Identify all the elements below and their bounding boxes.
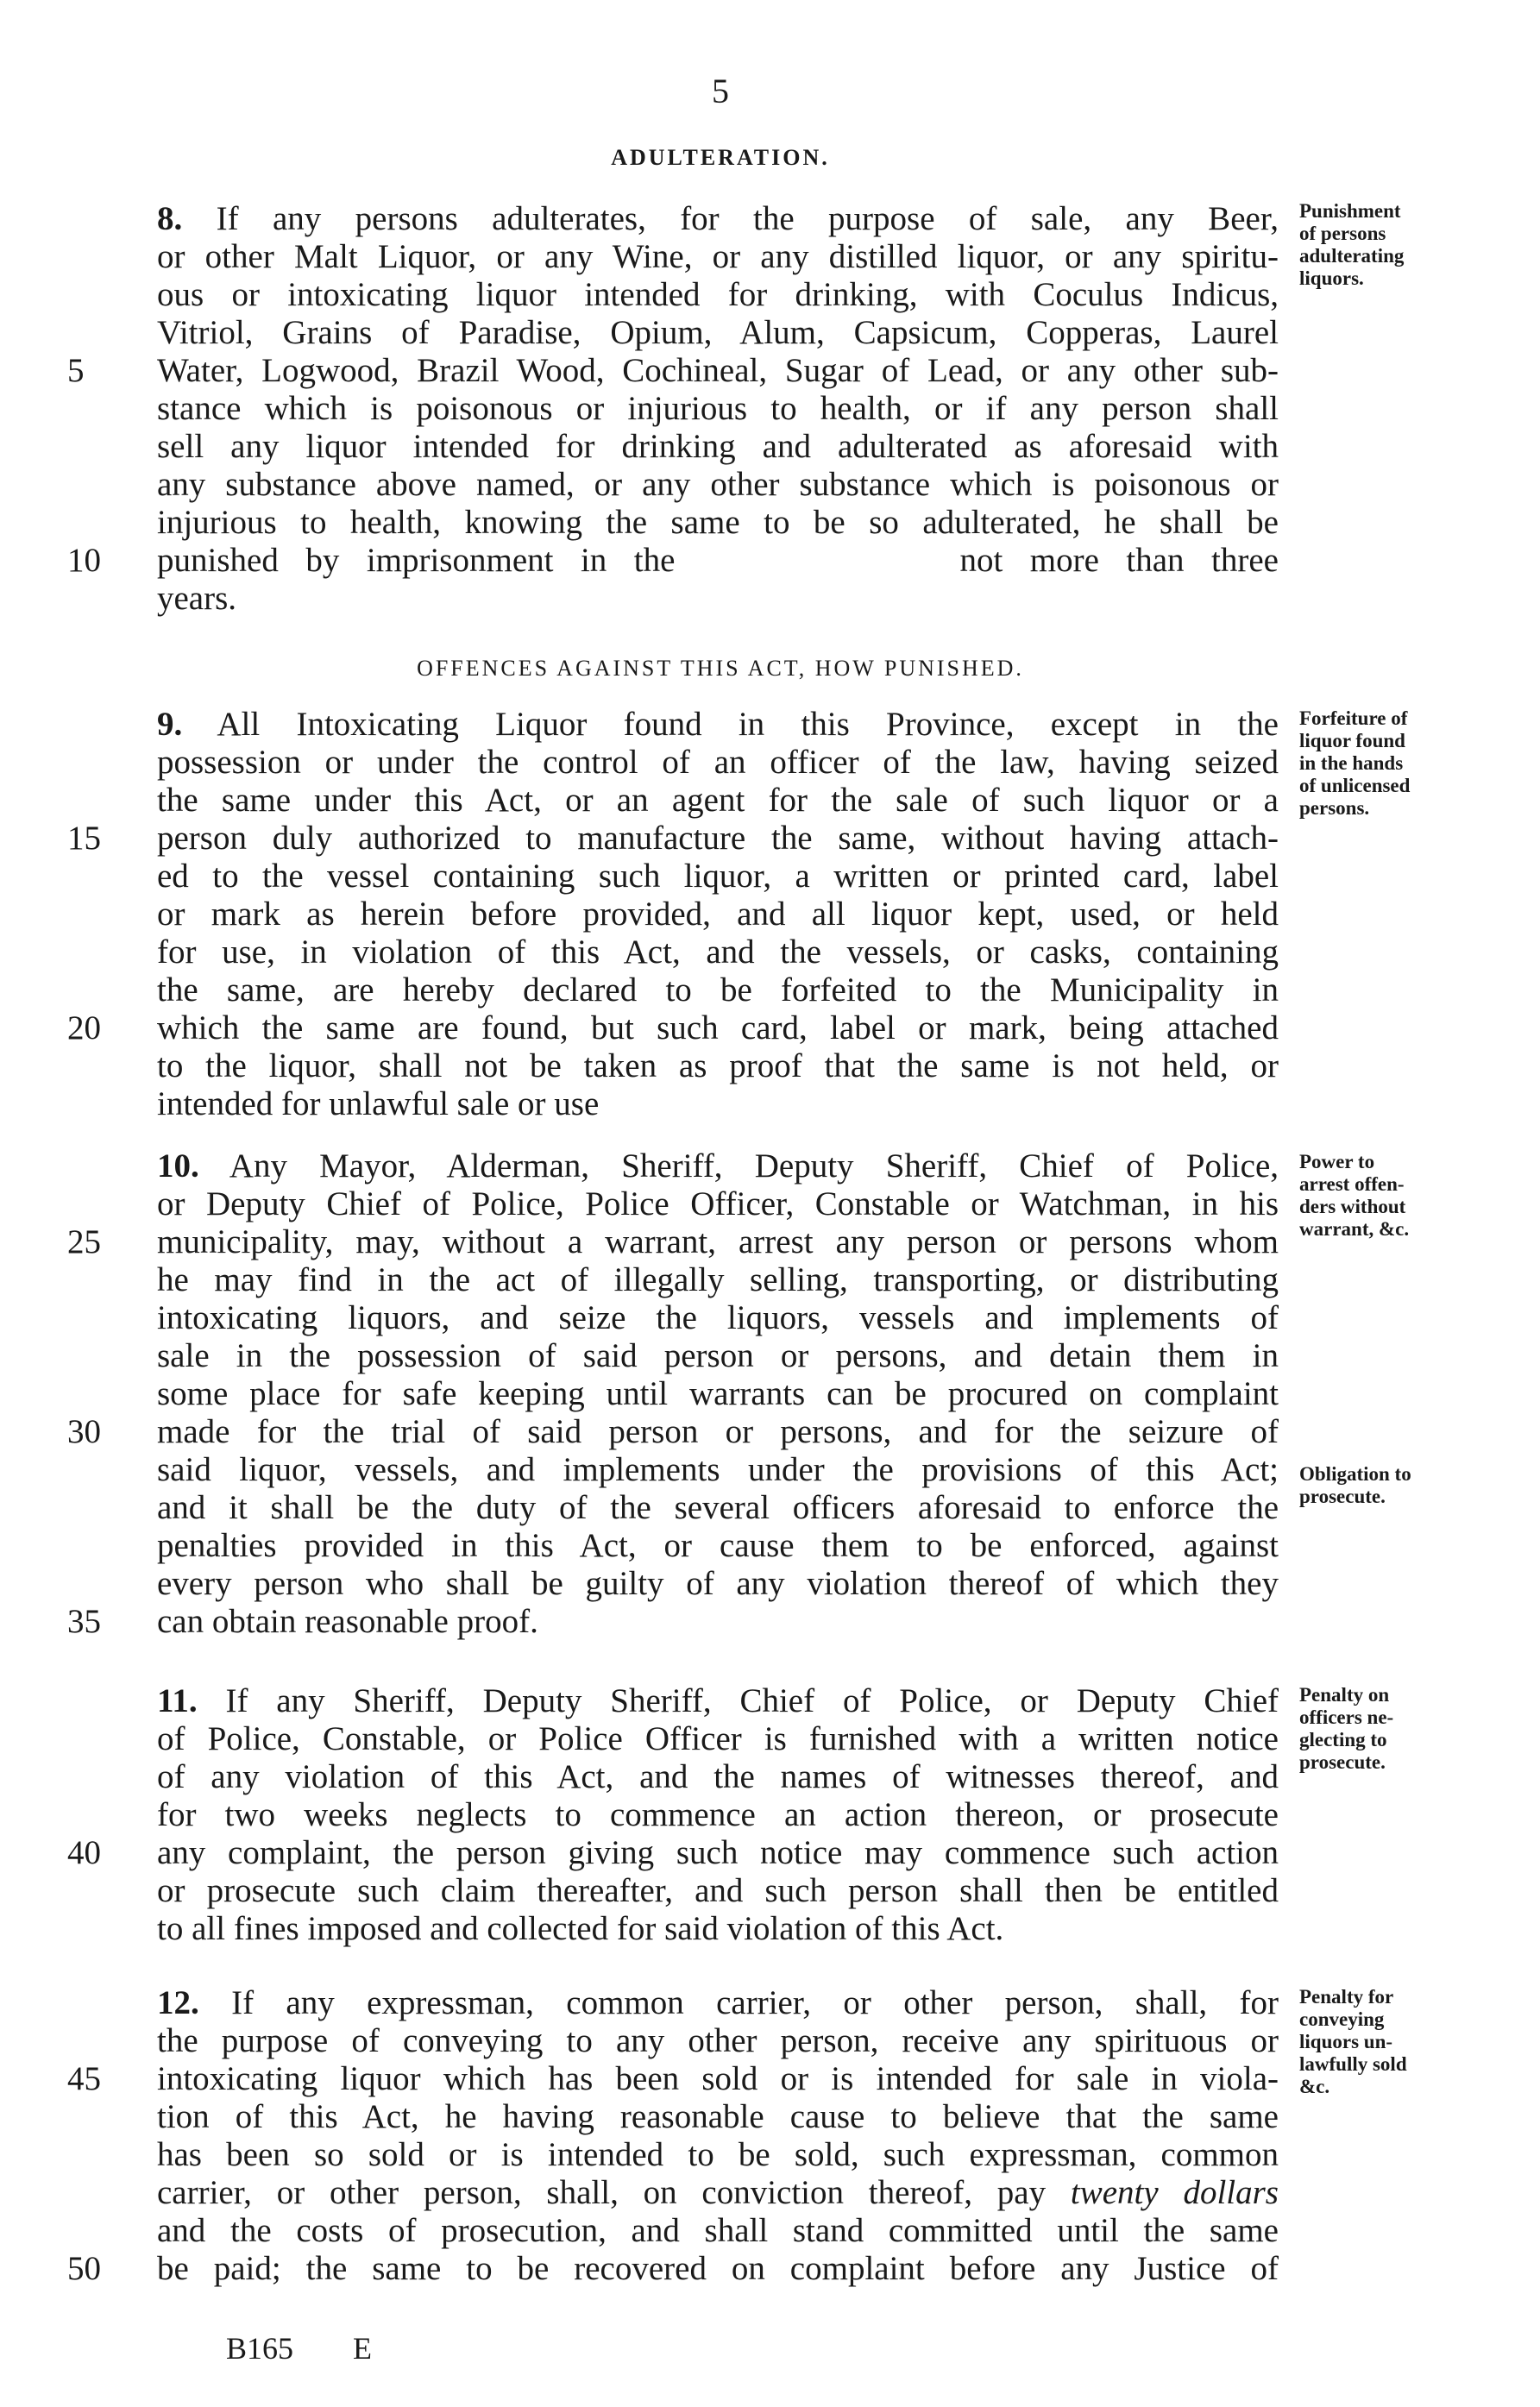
section-9-line-8: the same, are hereby declared to be forfeited to the Municipality in [157, 971, 1279, 1009]
section-10-line-2: or Deputy Chief of Police, Police Officer, Constable or Watchman, in his [157, 1185, 1279, 1222]
section-9-line-9: which the same are found, but such card, label or mark, being attached [157, 1009, 1279, 1046]
section-8-line-1: 8. If any persons adulterates, for the purpose of sale, any Beer, [157, 200, 1279, 237]
line-number: 15 [67, 820, 101, 857]
heading-offences: OFFENCES AGAINST THIS ACT, HOW PUNISHED. [417, 656, 1024, 681]
line-number: 25 [67, 1223, 101, 1260]
section-12-line-6: carrier, or other person, shall, on conviction thereof, pay twenty dollars [157, 2174, 1279, 2211]
section-10-line-11: penalties provided in this Act, or cause them to be enforced, against [157, 1527, 1279, 1564]
section-8-line-10: punished by imprisonment in the not more than three [157, 542, 1279, 579]
section-10-line-10: and it shall be the duty of the several officers aforesaid to enforce the [157, 1489, 1279, 1526]
section-9-line-5: ed to the vessel containing such liquor, a written or printed card, label [157, 858, 1279, 895]
section-11-line-6: or prosecute such claim thereafter, and such person shall then be entitled [157, 1872, 1279, 1909]
section-12-line-1: 12. If any expressman, common carrier, or other person, shall, for [157, 1984, 1279, 2021]
section-11-line-7: to all fines imposed and collected for said violation of this Act. [157, 1910, 1004, 1947]
line-number: 35 [67, 1603, 101, 1640]
section-11-line-4: for two weeks neglects to commence an action thereon, or prosecute [157, 1796, 1279, 1833]
section-10-line-12: every person who shall be guilty of any violation thereof of which they [157, 1565, 1279, 1602]
section-8-line-7: sell any liquor intended for drinking and adulterated as aforesaid with [157, 428, 1279, 465]
footer [226, 2329, 372, 2367]
section-10-line-1: 10. Any Mayor, Alderman, Sheriff, Deputy Sheriff, Chief of Police, [157, 1147, 1279, 1185]
line-number: 30 [67, 1413, 101, 1450]
section-11-number: 11. [157, 1682, 198, 1719]
margin-note-penalty-officers: Penalty on officers ne- glecting to prosecute. [1299, 1684, 1394, 1773]
section-10-line-4: he may find in the act of illegally selling, transporting, or distributing [157, 1261, 1279, 1298]
line-number: 10 [67, 542, 101, 579]
section-8-line-3: ous or intoxicating liquor intended for drinking, with Coculus Indicus, [157, 276, 1279, 313]
line-number: 20 [67, 1009, 101, 1046]
section-12-line-8: be paid; the same to be recovered on complaint before any Justice of [157, 2250, 1279, 2287]
section-12-line-3: intoxicating liquor which has been sold or is intended for sale in viola- [157, 2060, 1279, 2097]
section-8-line-11: years. [157, 580, 237, 617]
section-9-line-10: to the liquor, shall not be taken as proof that the same is not held, or [157, 1047, 1279, 1084]
section-10-line-7: some place for safe keeping until warrants can be procured on complaint [157, 1375, 1279, 1412]
section-12-number: 12. [157, 1984, 199, 2021]
section-9-line-7: for use, in violation of this Act, and the vessels, or casks, containing [157, 933, 1279, 971]
section-8-line-2: or other Malt Liquor, or any Wine, or any distilled liquor, or any spiritu- [157, 238, 1279, 275]
line-number: 5 [67, 352, 85, 389]
section-9-line-1: 9. All Intoxicating Liquor found in this Province, except in the [157, 706, 1279, 743]
section-11-line-3: of any violation of this Act, and the names of witnesses thereof, and [157, 1758, 1279, 1795]
section-12-line-5: has been so sold or is intended to be sold, such expressman, common [157, 2136, 1279, 2173]
section-9-line-4: person duly authorized to manufacture the same, without having attach- [157, 820, 1279, 857]
margin-note-penalty-conveying: Penalty for conveying liquors un- lawfully sold &c. [1299, 1986, 1407, 2097]
section-9-line-3: the same under this Act, or an agent for the sale of such liquor or a [157, 782, 1279, 819]
margin-note-obligation: Obligation to prosecute. [1299, 1463, 1411, 1507]
section-8-line-4: Vitriol, Grains of Paradise, Opium, Alum, Capsicum, Copperas, Laurel [157, 314, 1279, 351]
section-10-number: 10. [157, 1147, 199, 1185]
section-12-line-7: and the costs of prosecution, and shall stand committed until the same [157, 2212, 1279, 2249]
section-10-line-9: said liquor, vessels, and implements under the provisions of this Act; [157, 1451, 1279, 1488]
section-8-line-5: Water, Logwood, Brazil Wood, Cochineal, Sugar of Lead, or any other sub- [157, 352, 1279, 389]
signature-letter: E [353, 2331, 373, 2366]
section-8-line-6: stance which is poisonous or injurious to health, or if any person shall [157, 390, 1279, 427]
section-8-line-9: injurious to health, knowing the same to be so adulterated, he shall be [157, 504, 1279, 541]
margin-note-power-to-arrest: Power to arrest offen- ders without warrant, &c. [1299, 1151, 1410, 1240]
section-10-line-3: municipality, may, without a warrant, arrest any person or persons whom [157, 1223, 1279, 1260]
line-number: 50 [67, 2250, 101, 2287]
section-9-line-11: intended for unlawful sale or use [157, 1085, 600, 1122]
section-11-line-1: 11. If any Sheriff, Deputy Sheriff, Chief of Police, or Deputy Chief [157, 1682, 1279, 1719]
section-9-line-6: or mark as herein before provided, and all liquor kept, used, or held [157, 896, 1279, 933]
heading-adulteration: ADULTERATION. [611, 145, 830, 170]
section-8-line-8: any substance above named, or any other substance which is poisonous or [157, 466, 1279, 503]
margin-note-forfeiture: Forfeiture of liquor found in the hands of unlicensed persons. [1299, 707, 1411, 819]
section-9-line-2: possession or under the control of an officer of the law, having seized [157, 744, 1279, 781]
section-11-line-5: any complaint, the person giving such notice may commence such action [157, 1834, 1279, 1871]
line-number: 40 [67, 1834, 101, 1871]
line-number: 45 [67, 2060, 101, 2097]
section-10-line-6: sale in the possession of said person or persons, and detain them in [157, 1337, 1279, 1374]
section-12-line-4: tion of this Act, he having reasonable cause to believe that the same [157, 2098, 1279, 2135]
margin-note-punishment: Punishment of persons adulterating liquors. [1299, 200, 1405, 289]
section-10-line-8: made for the trial of said person or persons, and for the seizure of [157, 1413, 1279, 1450]
section-12-line-2: the purpose of conveying to any other person, receive any spirituous or [157, 2022, 1279, 2059]
section-8-number: 8. [157, 200, 183, 237]
section-9-number: 9. [157, 706, 183, 743]
section-10-line-5: intoxicating liquors, and seize the liquors, vessels and implements of [157, 1299, 1279, 1336]
page-number: 5 [712, 72, 729, 110]
signature-mark: B165 [226, 2331, 294, 2366]
section-10-line-13: can obtain reasonable proof. [157, 1603, 538, 1640]
section-11-line-2: of Police, Constable, or Police Officer is furnished with a written notice [157, 1720, 1279, 1757]
